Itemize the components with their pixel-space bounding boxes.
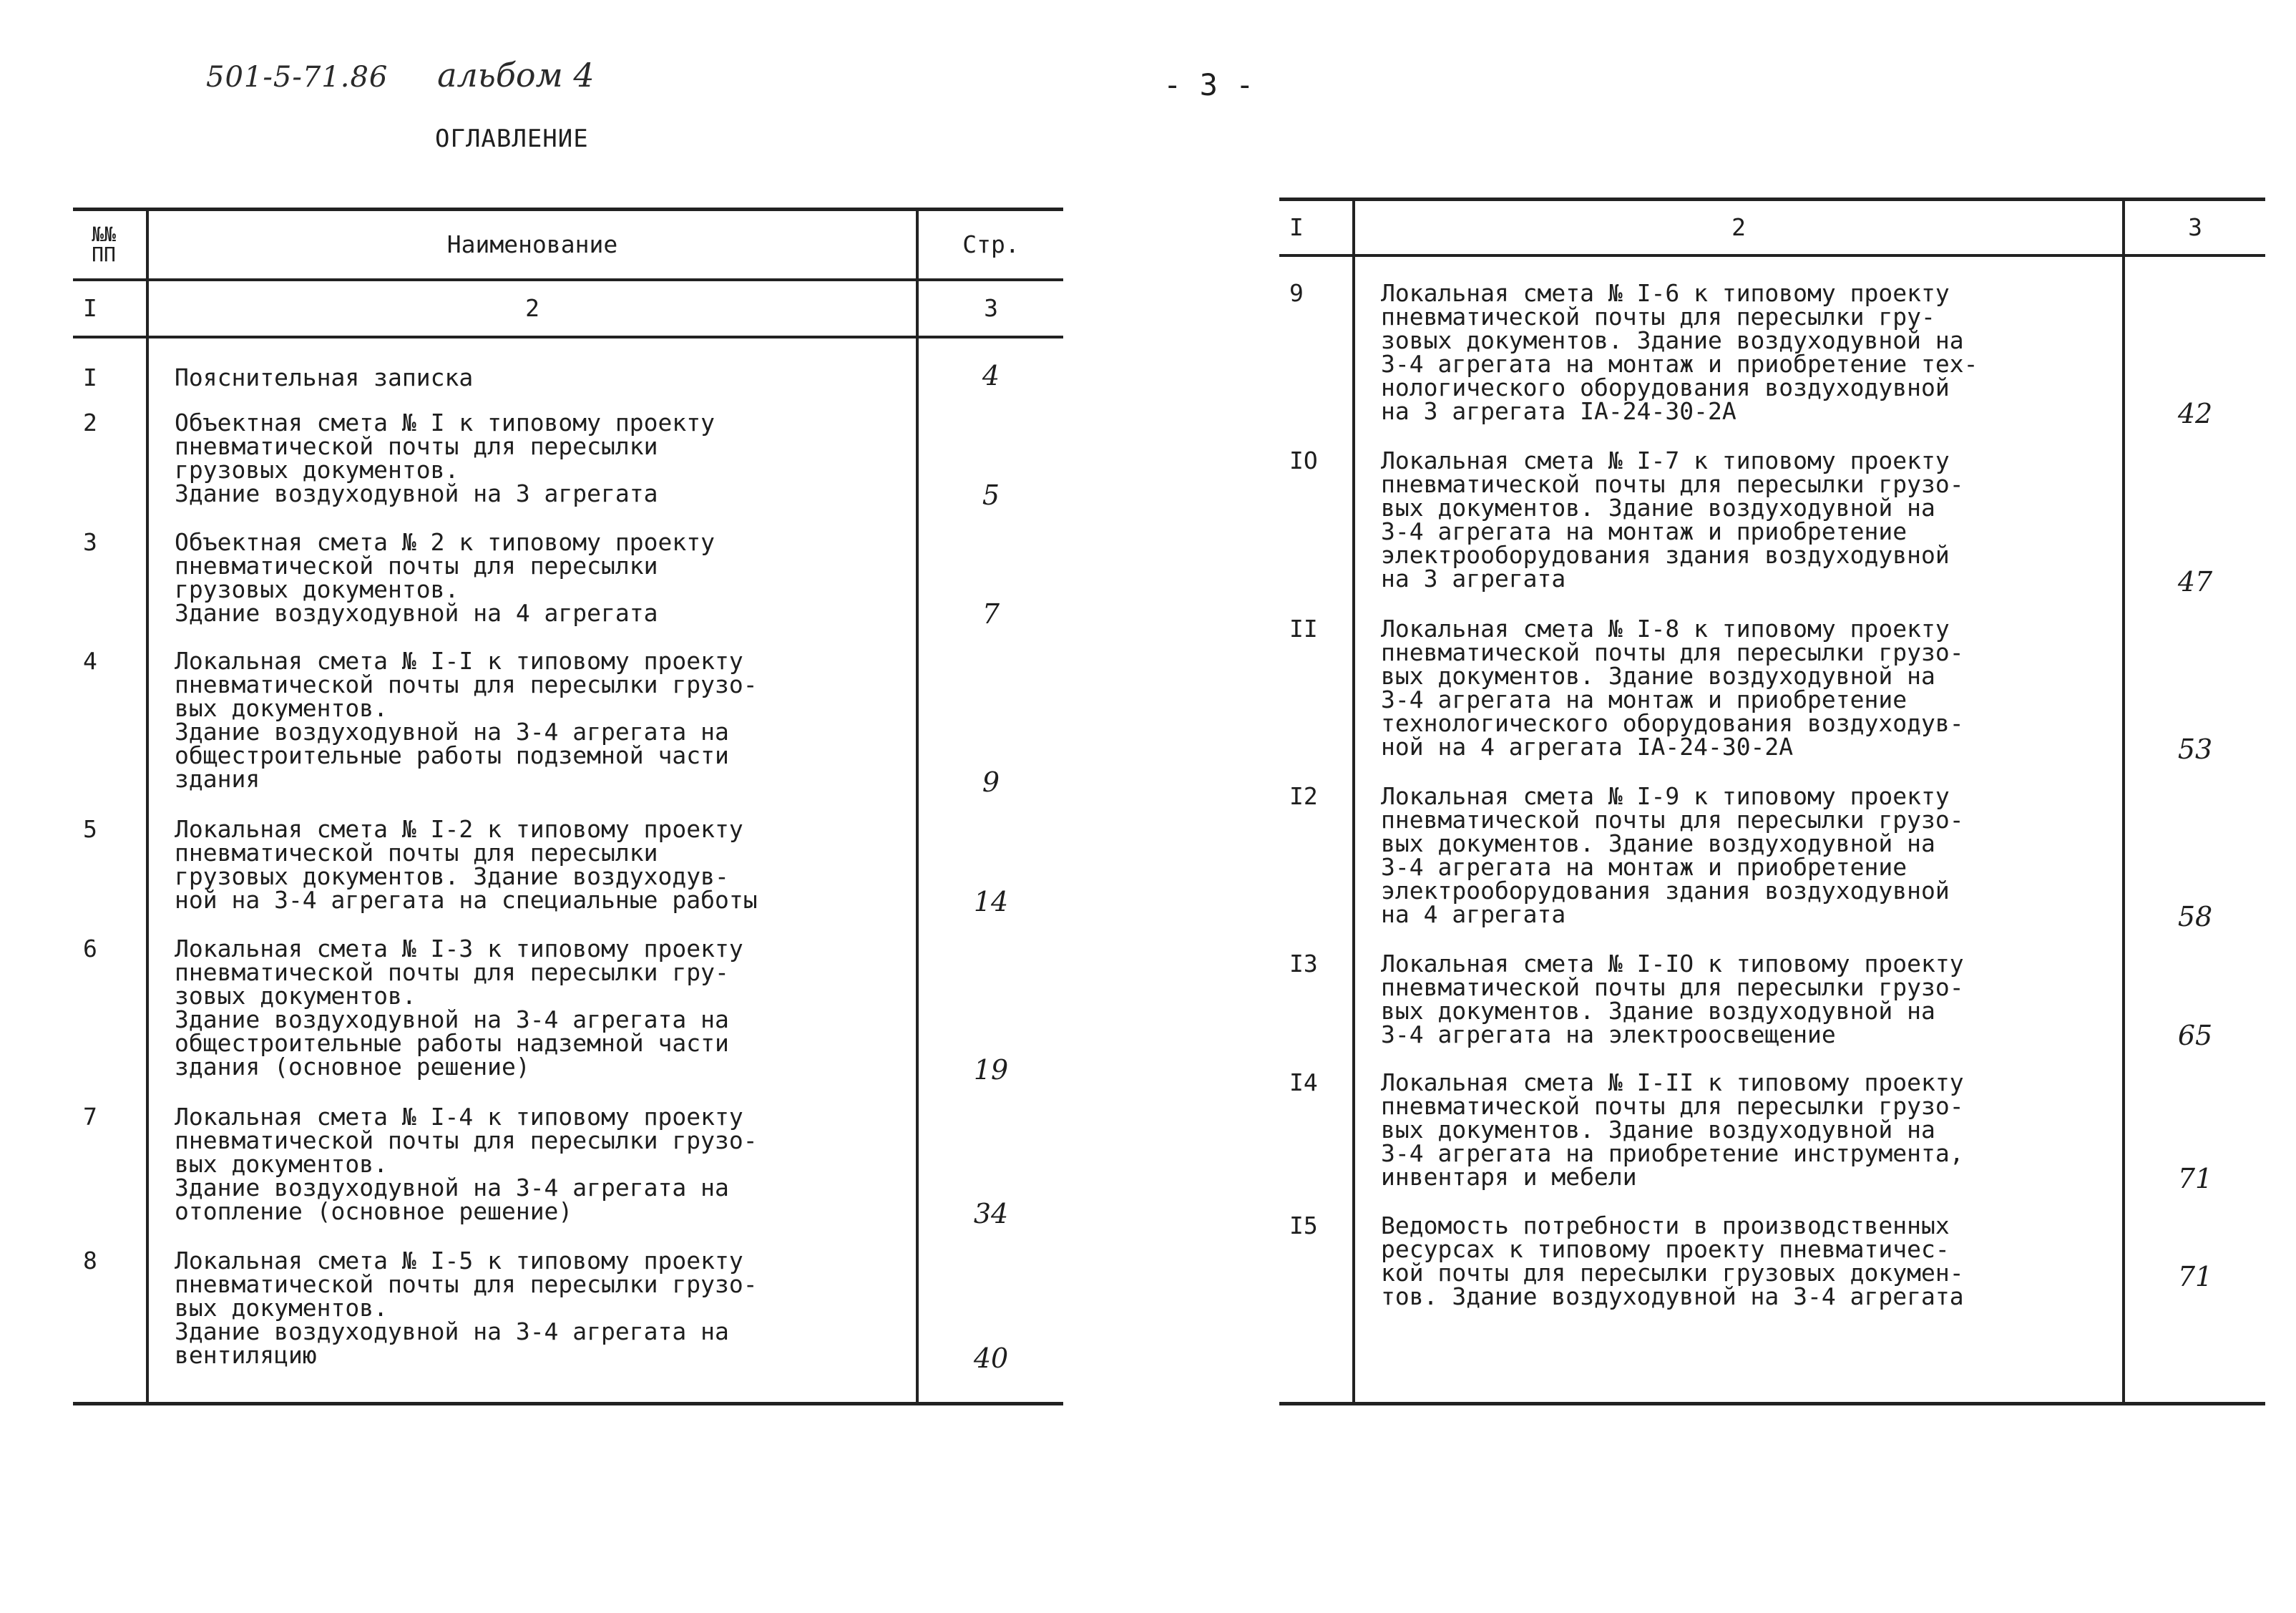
row-number: IO — [1279, 429, 1354, 596]
row-page: 4 — [982, 360, 1000, 392]
row-number: 6 — [73, 917, 147, 1085]
row-number: 2 — [73, 391, 147, 510]
col-number-3: 3 — [2124, 200, 2265, 255]
col-number-3: 3 — [917, 280, 1063, 337]
row-number: I5 — [1279, 1194, 1354, 1403]
row-name: Локальная смета № I-6 к типовому проекту пневматической почты для пересылки гру- зовых документов. Здание воздуходувной на 3-4 агрегата на монтаж и приобретение тех- нологического оборудования воздуходувной на 3 агрегата IA-24-30-2А — [1354, 255, 2124, 429]
row-page: 42 — [2177, 398, 2213, 430]
row-page: 58 — [2177, 901, 2213, 933]
table-row — [1279, 932, 2265, 1051]
row-name: Локальная смета № I-II к типовому проекту пневматической почты для пересылки грузо- вых документов. Здание воздуходувной на 3-4 агрегата на приобретение инструмента, инвентаря и мебели — [1354, 1051, 2124, 1194]
row-name: Локальная смета № I-4 к типовому проекту пневматической почты для пересылки грузо- вых документов. Здание воздуходувной на 3-4 агрегата на отопление (основное решение) — [147, 1085, 917, 1229]
row-number: II — [1279, 597, 1354, 764]
row-name: Локальная смета № I-IO к типовому проекту пневматической почты для пересылки грузо- вых документов. Здание воздуходувной на 3-4 агрегата на электроосвещение — [1354, 932, 2124, 1051]
row-name: Ведомость потребности в производственных ресурсах к типовому проекту пневматичес- кой почты для пересылки грузовых докумен- тов. Здание воздуходувной на 3-4 агрегата — [1354, 1194, 2124, 1403]
row-name: Объектная смета № I к типовому проекту пневматической почты для пересылки грузовых документов. Здание воздуходувной на 3 агрегата — [147, 391, 917, 510]
row-page: 71 — [2124, 1194, 2265, 1403]
row-page: 34 — [973, 1197, 1009, 1229]
row-number: I4 — [1279, 1051, 1354, 1194]
handwritten-code: 501-5-71.86 — [206, 61, 389, 94]
row-name: Пояснительная записка — [147, 337, 917, 391]
col-header-number: №№ ПП — [73, 210, 147, 280]
row-page: 7 — [982, 598, 1000, 630]
row-number: 4 — [73, 629, 147, 797]
row-page: 14 — [973, 885, 1009, 917]
row-name: Локальная смета № I-8 к типовому проекту пневматической почты для пересылки грузо- вых документов. Здание воздуходувной на 3-4 агрегата на монтаж и приобретение технологического оборудования воздуходув- ной на 4 агрегата IA-24-30-2А — [1354, 597, 2124, 764]
row-page: 71 — [2177, 1163, 2213, 1195]
row-number: 8 — [73, 1229, 147, 1404]
table-row — [73, 510, 1063, 629]
row-name: Локальная смета № I-5 к типовому проекту пневматической почты для пересылки грузо- вых документов. Здание воздуходувной на 3-4 агрегата на вентиляцию — [147, 1229, 917, 1404]
handwritten-header — [206, 56, 595, 94]
table-row — [1279, 1194, 2265, 1403]
row-number: I3 — [1279, 932, 1354, 1051]
page-number: - 3 - — [1163, 67, 1254, 102]
table-row — [1279, 764, 2265, 932]
col-header-name: Наименование — [147, 210, 917, 280]
row-name: Локальная смета № I-3 к типовому проекту пневматической почты для пересылки гру- зовых документов. Здание воздуходувной на 3-4 агрегата на общестроительные работы надземной части здания (основное решение) — [147, 917, 917, 1085]
table-row — [1279, 597, 2265, 764]
col-number-1: I — [73, 280, 147, 337]
toc-table-left — [73, 208, 1063, 1405]
table-row — [1279, 255, 2265, 429]
row-page: 19 — [973, 1053, 1009, 1086]
row-page: 47 — [2177, 565, 2213, 598]
col-header-page: Стр. — [917, 210, 1063, 280]
row-number: I — [73, 337, 147, 391]
row-number: 3 — [73, 510, 147, 629]
table-row — [73, 629, 1063, 797]
row-name: Объектная смета № 2 к типовому проекту пневматической почты для пересылки грузовых документов. Здание воздуходувной на 4 агрегата — [147, 510, 917, 629]
row-name: Локальная смета № I-2 к типовому проекту пневматической почты для пересылки грузовых документов. Здание воздуходув- ной на 3-4 агрегата на специальные работы — [147, 797, 917, 916]
row-number: I2 — [1279, 764, 1354, 932]
table-row — [73, 797, 1063, 916]
row-name: Локальная смета № I-7 к типовому проекту пневматической почты для пересылки грузо- вых документов. Здание воздуходувной на 3-4 агрегата на монтаж и приобретение электрооборудования здания воздуходувной на 3 агрегата — [1354, 429, 2124, 596]
toc-title: ОГЛАВЛЕНИЕ — [435, 125, 589, 153]
col-number-2: 2 — [1354, 200, 2124, 255]
row-number: 7 — [73, 1085, 147, 1229]
table-row — [73, 917, 1063, 1085]
col-number-1: I — [1279, 200, 1354, 255]
table-row — [73, 337, 1063, 391]
toc-table-right — [1279, 198, 2265, 1405]
row-page: 65 — [2177, 1020, 2213, 1052]
table-row — [73, 391, 1063, 510]
handwritten-album: альбом 4 — [437, 56, 595, 94]
row-name: Локальная смета № I-I к типовому проекту пневматической почты для пересылки грузо- вых документов. Здание воздуходувной на 3-4 агрегата на общестроительные работы подземной части здания — [147, 629, 917, 797]
row-number: 5 — [73, 797, 147, 916]
row-page: 9 — [982, 766, 1000, 799]
row-page: 5 — [982, 479, 1000, 511]
table-row — [1279, 1051, 2265, 1194]
row-number: 9 — [1279, 255, 1354, 429]
row-page: 53 — [2177, 733, 2213, 765]
col-number-2: 2 — [147, 280, 917, 337]
row-name: Локальная смета № I-9 к типовому проекту пневматической почты для пересылки грузо- вых документов. Здание воздуходувной на 3-4 агрегата на монтаж и приобретение электрооборудования здания воздуходувной на 4 агрегата — [1354, 764, 2124, 932]
table-row — [1279, 429, 2265, 596]
table-row — [73, 1085, 1063, 1229]
row-page: 40 — [917, 1229, 1063, 1404]
table-row — [73, 1229, 1063, 1404]
